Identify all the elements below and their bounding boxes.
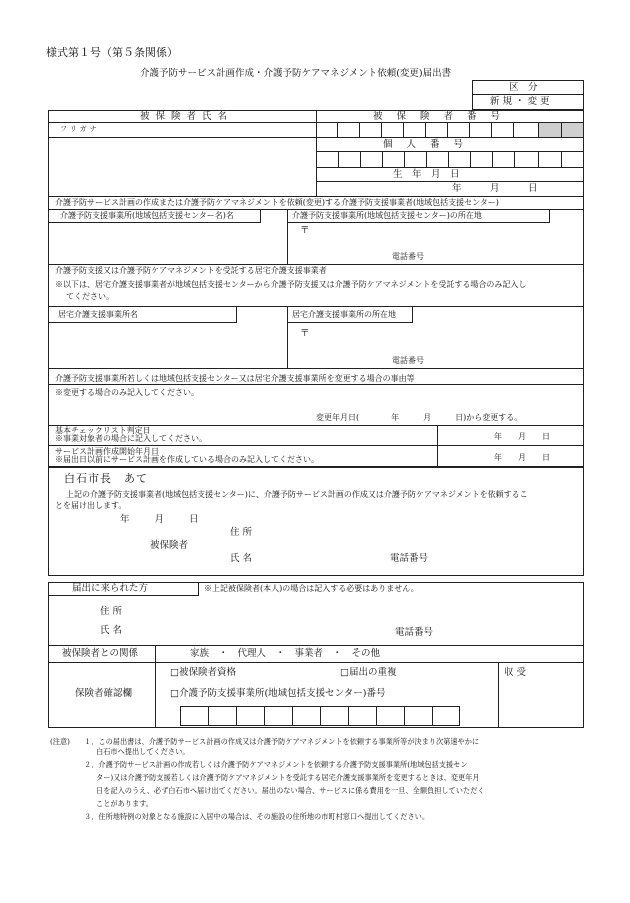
checklist-date[interactable]: 年 月 日 [494,432,550,441]
check-duplicate[interactable]: □届出の重複 [340,667,397,678]
care-phone-label: 電話番号 [392,356,424,365]
declaration-date[interactable]: 年 月 日 [120,514,201,525]
category-label: 区 分 [509,82,538,93]
dob-label: 生 年 月 日 [393,169,460,180]
insurer-check-label: 保険者確認欄 [75,688,133,699]
provider-heading: 介護予防サービス計画の作成または介護予防ケアマネジメントを依頼(変更)する介護予防支援事業者(地域包括支援センター) [55,198,499,207]
note-2a: ２．介護予防サービス計画の作成若しくは介護予防ケアマネジメントを依頼する介護予防支援事業所(地域包括支援セン [84,760,468,769]
received-label: 収 受 [504,667,527,678]
care-name-input[interactable] [50,324,286,367]
care-postal-mark: 〒 [300,328,310,339]
submitter-phone-label: 電話番号 [395,627,434,638]
change-note: ※変更する場合のみ記入してください。 [55,388,199,397]
care-note-cont: てください。 [66,292,114,301]
relation-options[interactable]: 家族 ・ 代理人 ・ 事業者 ・ その他 [190,648,381,659]
declaration-body-1: 上記の介護予防支援事業者(地域包括支援センター)に、介護予防サービス計画の作成又は介護予防ケアマネジメントを依頼するこ [66,490,528,499]
care-address-label: 居宅介護支援事業所の所在地 [292,310,396,319]
submitter-note: ※上記被保険者(本人)の場合は記入する必要はありません。 [204,584,419,593]
care-heading: 介護予防支援又は介護予防ケアマネジメントを受託する居宅介護支援事業者 [55,266,327,275]
provider-name-input[interactable] [50,224,286,263]
care-name-label: 居宅介護支援事業所名 [58,310,138,319]
plan-start-date[interactable]: 年 月 日 [494,453,550,462]
note-3: ３．住所地特例の対象となる施設に入居中の場合は、その施設の住所地の市町村窓口へ提出してください。 [84,812,430,821]
change-date[interactable]: 変更年月日( 年 月 日)から変更する。 [316,413,523,422]
relation-label: 被保険者との関係 [62,648,139,659]
note-1a: １．この届出書は、介護予防サービス計画の作成又は介護予防ケアマネジメントを依頼する事業所等が決まり次第速やかに [84,737,480,746]
furigana-input[interactable] [50,125,314,136]
plan-start-note: ※届出日以前にサービス計画を作成している場合のみ記入してください。 [55,455,319,464]
change-reason-input[interactable] [50,399,582,411]
insured-number-label: 被保険者番号 [373,111,515,122]
checklist-label: 基本チェックリスト判定日 [55,426,151,435]
note-1b: 白石市へ提出してください。 [96,747,190,756]
declaration-address-label: 住 所 [230,527,253,538]
provider-address-input[interactable] [312,224,582,252]
declaration-insured-label: 被保険者 [150,540,189,551]
provider-name-label: 介護予防支援事業所(地域包括支援センター名)名 [60,211,234,220]
plan-start-label: サービス計画作成開始年月日 [55,447,159,456]
care-address-input[interactable] [312,324,582,354]
provider-phone-label: 電話番号 [392,252,424,261]
submitter-name-label: 氏 名 [100,625,123,636]
submitter-label: 届出に来られた方 [72,583,149,594]
care-note: ※以下は、居宅介護支援事業者が地域包括支援センターから介護予防支援又は介護予防ケアマネジメントを受託する場合のみ記入し [55,280,527,289]
notes-label: (注意) [50,737,70,746]
submitter-input[interactable] [140,600,580,640]
checklist-note: ※事業対象者の場合に記入してください。 [55,434,207,443]
declaration-body-2: とを届け出します。 [55,501,127,510]
declaration-phone-label: 電話番号 [390,553,429,564]
furigana-label: フリガナ [60,125,100,133]
change-heading: 介護予防支援事業所若しくは地域包括支援センター又は居宅介護支援事業所を変更する場合の事由等 [55,374,415,383]
insured-name-input[interactable] [50,139,314,195]
submitter-address-label: 住 所 [100,606,123,617]
check-provider-number[interactable]: □介護予防支援事業所(地域包括支援センター)番号 [170,688,386,699]
personal-number-label: 個人番号 [383,139,478,150]
dob-date[interactable]: 年 月 日 [452,183,538,194]
addressee: 白石市長 あて [64,472,148,485]
note-2c: 日を記入のうえ、必ず白石市へ届け出てください。届出のない場合、サービスに係る費用を一旦、全額負担していただく [96,786,485,795]
form-title: 介護予防サービス計画作成・介護予防ケアマネジメント依頼(変更)届出書 [140,68,452,79]
insured-name-label: 被保険者氏名 [140,111,234,122]
note-2b: ター)又は介護予防支援若しくは介護予防ケアマネジメントを受託する居宅介護支援事業所を変更するときは、変更年月 [96,773,480,782]
note-2d: ことがあります。 [96,799,153,808]
declaration-name-label: 氏 名 [230,553,253,564]
provider-address-label: 介護予防支援事業所(地域包括支援センター)の所在地 [292,211,482,220]
check-insured-qualification[interactable]: □被保険者資格 [170,667,236,678]
category-value[interactable]: 新規・変更 [490,96,553,107]
form-number: 様式第１号（第５条関係） [46,46,178,59]
provider-postal-mark: 〒 [300,225,310,236]
